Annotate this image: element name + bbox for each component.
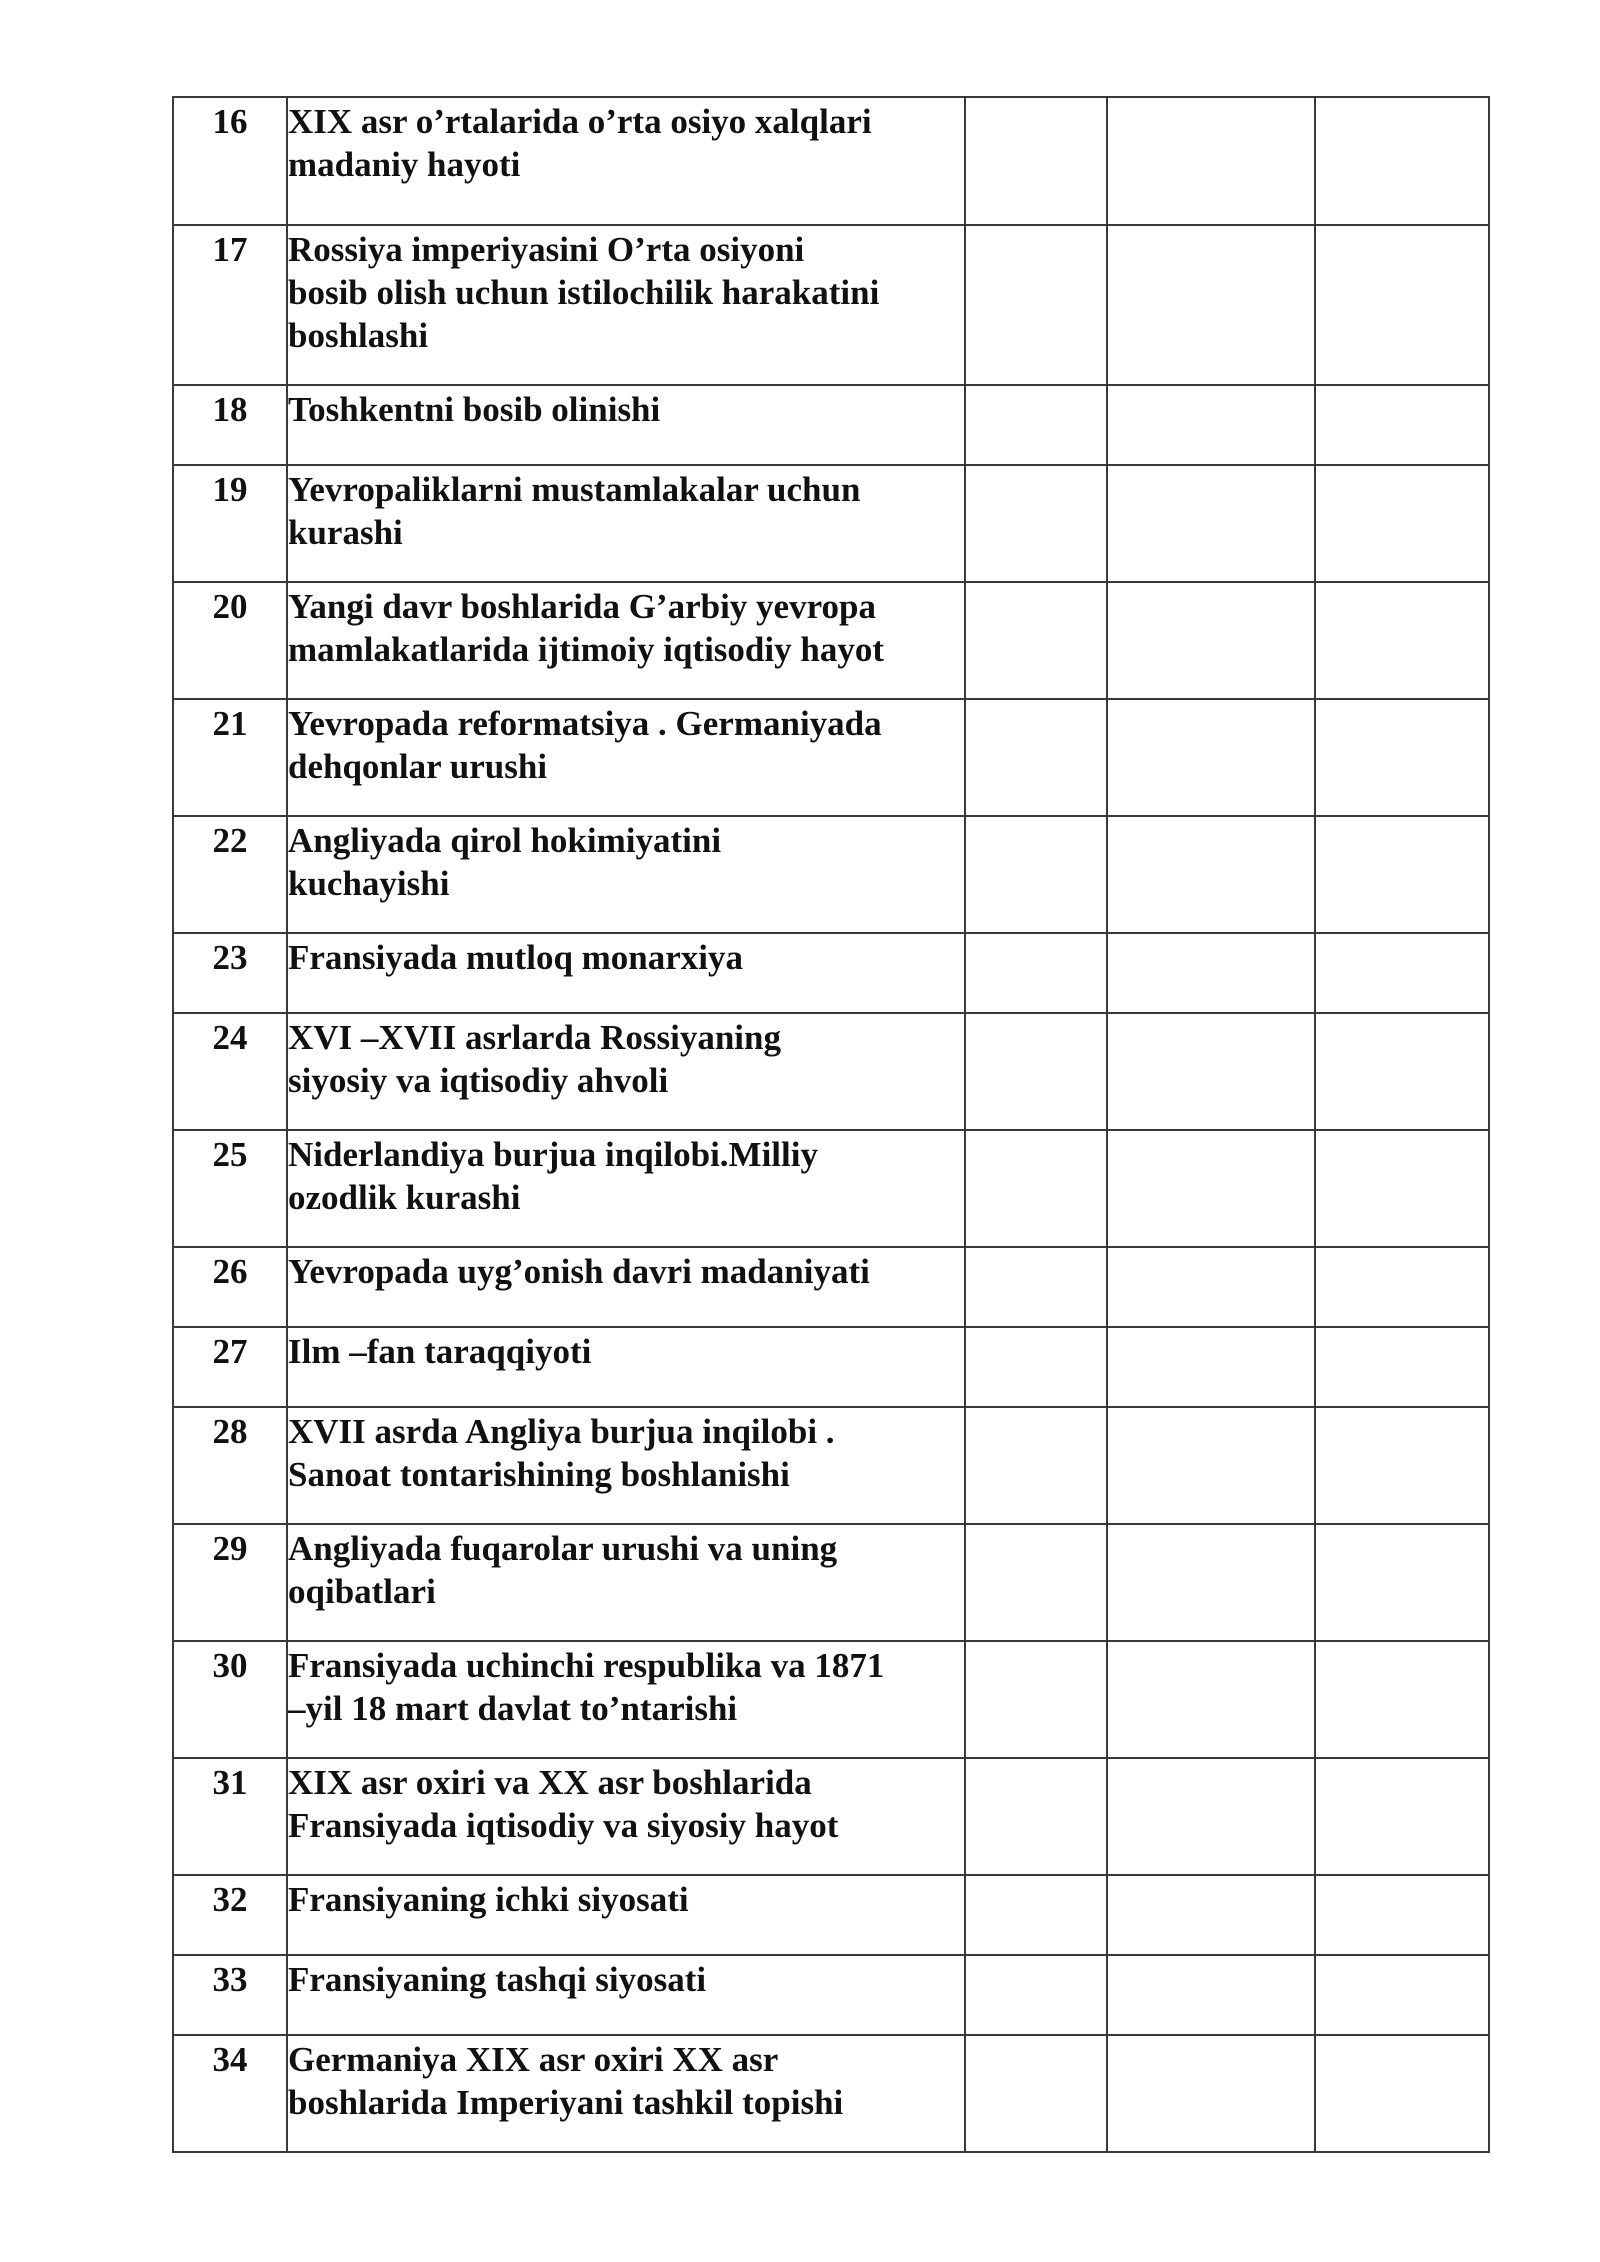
topic-line: dehqonlar urushi xyxy=(288,747,548,786)
topic-line: Ilm –fan taraqqiyoti xyxy=(288,1332,592,1371)
row-number: 20 xyxy=(173,582,287,699)
empty-cell-a xyxy=(965,1407,1107,1524)
table-row xyxy=(173,1407,1489,1524)
topic-line: Rossiya imperiyasini O’rta osiyoni xyxy=(288,230,805,269)
table-row xyxy=(173,1641,1489,1758)
topic-cell xyxy=(287,1758,965,1875)
empty-cell-b xyxy=(1107,1013,1315,1130)
topic-cell xyxy=(287,1327,965,1407)
empty-cell-a xyxy=(965,933,1107,1013)
empty-cell-b xyxy=(1107,1641,1315,1758)
row-number: 27 xyxy=(173,1327,287,1407)
empty-cell-a xyxy=(965,582,1107,699)
empty-cell-a xyxy=(965,2035,1107,2152)
topic-line: XVII asrda Angliya burjua inqilobi . xyxy=(288,1412,835,1451)
table-row xyxy=(173,385,1489,465)
topic-line: kurashi xyxy=(288,513,403,552)
empty-cell-c xyxy=(1315,2035,1489,2152)
topic-line: boshlashi xyxy=(288,316,429,355)
empty-cell-c xyxy=(1315,385,1489,465)
table-row xyxy=(173,1327,1489,1407)
table-row xyxy=(173,225,1489,385)
empty-cell-b xyxy=(1107,385,1315,465)
table-row xyxy=(173,1875,1489,1955)
topic-line: XIX asr o’rtalarida o’rta osiyo xalqlari xyxy=(288,102,872,141)
empty-cell-a xyxy=(965,1758,1107,1875)
topic-cell xyxy=(287,1247,965,1327)
table-row xyxy=(173,582,1489,699)
empty-cell-b xyxy=(1107,1247,1315,1327)
topic-line: Yevropada reformatsiya . Germaniyada xyxy=(288,704,882,743)
empty-cell-c xyxy=(1315,1407,1489,1524)
row-number: 18 xyxy=(173,385,287,465)
empty-cell-c xyxy=(1315,816,1489,933)
topic-line: oqibatlari xyxy=(288,1572,436,1611)
topic-line: ozodlik kurashi xyxy=(288,1178,521,1217)
topic-cell xyxy=(287,1524,965,1641)
topic-cell xyxy=(287,582,965,699)
empty-cell-b xyxy=(1107,1130,1315,1247)
table-row xyxy=(173,2035,1489,2152)
table-row xyxy=(173,1955,1489,2035)
empty-cell-c xyxy=(1315,582,1489,699)
topic-line: Yevropaliklarni mustamlakalar uchun xyxy=(288,470,861,509)
row-number: 17 xyxy=(173,225,287,385)
table-row xyxy=(173,465,1489,582)
topic-line: Yevropada uyg’onish davri madaniyati xyxy=(288,1252,870,1291)
empty-cell-a xyxy=(965,1641,1107,1758)
empty-cell-a xyxy=(965,1130,1107,1247)
empty-cell-b xyxy=(1107,1758,1315,1875)
table-row xyxy=(173,1130,1489,1247)
topic-line: Fransiyaning ichki siyosati xyxy=(288,1880,689,1919)
empty-cell-a xyxy=(965,225,1107,385)
topic-line: XVI –XVII asrlarda Rossiyaning xyxy=(288,1018,781,1057)
empty-cell-c xyxy=(1315,225,1489,385)
topic-line: Sanoat tontarishining boshlanishi xyxy=(288,1455,790,1494)
empty-cell-a xyxy=(965,1875,1107,1955)
empty-cell-c xyxy=(1315,699,1489,816)
empty-cell-c xyxy=(1315,465,1489,582)
empty-cell-b xyxy=(1107,1407,1315,1524)
empty-cell-a xyxy=(965,699,1107,816)
topic-line: Fransiyaning tashqi siyosati xyxy=(288,1960,707,1999)
table-row xyxy=(173,1013,1489,1130)
empty-cell-c xyxy=(1315,1130,1489,1247)
topic-line: Germaniya XIX asr oxiri XX asr xyxy=(288,2040,779,2079)
empty-cell-b xyxy=(1107,2035,1315,2152)
empty-cell-b xyxy=(1107,465,1315,582)
topic-cell xyxy=(287,1407,965,1524)
row-number: 28 xyxy=(173,1407,287,1524)
topic-line: Fransiyada uchinchi respublika va 1871 xyxy=(288,1646,885,1685)
table-row xyxy=(173,1247,1489,1327)
topic-line: kuchayishi xyxy=(288,864,450,903)
empty-cell-c xyxy=(1315,933,1489,1013)
row-number: 23 xyxy=(173,933,287,1013)
empty-cell-c xyxy=(1315,1524,1489,1641)
row-number: 31 xyxy=(173,1758,287,1875)
empty-cell-c xyxy=(1315,1641,1489,1758)
topic-line: madaniy hayoti xyxy=(288,145,521,184)
empty-cell-c xyxy=(1315,1875,1489,1955)
topic-line: mamlakatlarida ijtimoiy iqtisodiy hayot xyxy=(288,630,884,669)
topic-line: XIX asr oxiri va XX asr boshlarida xyxy=(288,1763,812,1802)
topic-cell xyxy=(287,2035,965,2152)
empty-cell-a xyxy=(965,1247,1107,1327)
topic-cell xyxy=(287,385,965,465)
row-number: 24 xyxy=(173,1013,287,1130)
topic-cell xyxy=(287,465,965,582)
topic-line: Niderlandiya burjua inqilobi.Milliy xyxy=(288,1135,818,1174)
row-number: 25 xyxy=(173,1130,287,1247)
topics-table-body xyxy=(173,97,1489,2152)
empty-cell-b xyxy=(1107,97,1315,225)
topic-cell xyxy=(287,1641,965,1758)
topic-cell xyxy=(287,97,965,225)
topic-line: boshlarida Imperiyani tashkil topishi xyxy=(288,2083,844,2122)
empty-cell-b xyxy=(1107,1327,1315,1407)
topic-cell xyxy=(287,225,965,385)
empty-cell-c xyxy=(1315,1758,1489,1875)
empty-cell-b xyxy=(1107,1875,1315,1955)
empty-cell-b xyxy=(1107,582,1315,699)
topics-table xyxy=(172,96,1490,2153)
empty-cell-a xyxy=(965,816,1107,933)
topic-line: Fransiyada mutloq monarxiya xyxy=(288,938,744,977)
row-number: 19 xyxy=(173,465,287,582)
empty-cell-b xyxy=(1107,225,1315,385)
row-number: 16 xyxy=(173,97,287,225)
row-number: 26 xyxy=(173,1247,287,1327)
table-row xyxy=(173,816,1489,933)
empty-cell-c xyxy=(1315,1013,1489,1130)
row-number: 33 xyxy=(173,1955,287,2035)
table-row xyxy=(173,97,1489,225)
row-number: 30 xyxy=(173,1641,287,1758)
row-number: 29 xyxy=(173,1524,287,1641)
topic-line: siyosiy va iqtisodiy ahvoli xyxy=(288,1061,669,1100)
row-number: 22 xyxy=(173,816,287,933)
empty-cell-a xyxy=(965,1955,1107,2035)
row-number: 32 xyxy=(173,1875,287,1955)
empty-cell-a xyxy=(965,97,1107,225)
row-number: 34 xyxy=(173,2035,287,2152)
empty-cell-a xyxy=(965,1524,1107,1641)
topic-cell xyxy=(287,1130,965,1247)
topic-cell xyxy=(287,933,965,1013)
empty-cell-b xyxy=(1107,1524,1315,1641)
empty-cell-a xyxy=(965,385,1107,465)
topic-cell xyxy=(287,1013,965,1130)
table-row xyxy=(173,1758,1489,1875)
topic-line: Fransiyada iqtisodiy va siyosiy hayot xyxy=(288,1806,839,1845)
table-row xyxy=(173,1524,1489,1641)
topic-line: –yil 18 mart davlat to’ntarishi xyxy=(288,1689,738,1728)
topic-cell xyxy=(287,1875,965,1955)
empty-cell-a xyxy=(965,1013,1107,1130)
empty-cell-a xyxy=(965,1327,1107,1407)
empty-cell-c xyxy=(1315,1327,1489,1407)
topic-cell xyxy=(287,1955,965,2035)
table-row xyxy=(173,933,1489,1013)
table-row xyxy=(173,699,1489,816)
empty-cell-b xyxy=(1107,1955,1315,2035)
empty-cell-b xyxy=(1107,816,1315,933)
empty-cell-b xyxy=(1107,699,1315,816)
empty-cell-c xyxy=(1315,1955,1489,2035)
topic-line: Angliyada qirol hokimiyatini xyxy=(288,821,722,860)
topic-cell xyxy=(287,699,965,816)
topic-cell xyxy=(287,816,965,933)
empty-cell-c xyxy=(1315,1247,1489,1327)
row-number: 21 xyxy=(173,699,287,816)
topic-line: Yangi davr boshlarida G’arbiy yevropa xyxy=(288,587,876,626)
empty-cell-a xyxy=(965,465,1107,582)
empty-cell-b xyxy=(1107,933,1315,1013)
topic-line: bosib olish uchun istilochilik harakatini xyxy=(288,273,880,312)
topic-line: Angliyada fuqarolar urushi va uning xyxy=(288,1529,838,1568)
empty-cell-c xyxy=(1315,97,1489,225)
topic-line: Toshkentni bosib olinishi xyxy=(288,390,661,429)
